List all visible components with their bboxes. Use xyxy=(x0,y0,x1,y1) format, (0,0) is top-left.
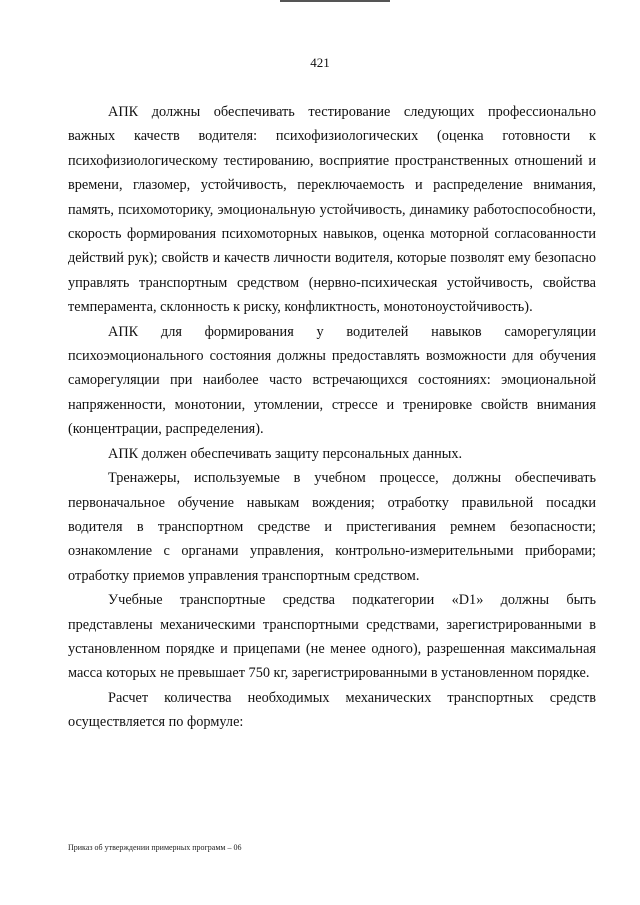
page-number: 421 xyxy=(310,55,330,70)
paragraph-apk-data-protection: АПК должен обеспечивать защиту персональных данных. xyxy=(108,445,463,462)
paragraph-vehicle-calculation: Расчет количества необходимых механических транспортных средств осуществляется по формуле: xyxy=(68,689,596,731)
paragraph-apk-self-regulation: АПК для формирования у водителей навыков саморегуляции психоэмоционального состояния должны предоставлять возможности для обучения саморегуляции при наиболее часто встречающихся состояниях: эмоциональной напряженности, монотонии, утомлении, стрессе и тренировке свойств внимания (концентрации, распределения). xyxy=(68,323,596,438)
paragraph-simulators: Тренажеры, используемые в учебном процессе, должны обеспечивать первоначальное обучение навыкам вождения; отработку правильной посадки водителя в транспортном средстве и пристегивания ремнем безопасности; ознакомление с органами управления, контрольно-измерительными приборами; отработку приемов управления транспортным средством. xyxy=(68,470,596,584)
top-scan-rule xyxy=(280,0,390,2)
document-body xyxy=(68,100,596,735)
paragraph-training-vehicles: Учебные транспортные средства подкатегории «D1» должны быть представлены механическими транспортными средствами, зарегистрированными в установленном порядке и прицепами (не менее одного), разрешенная максимальная масса которых не превышает 750 кг, зарегистрированными в установленном порядке. xyxy=(68,592,596,682)
paragraph-apk-testing: АПК должны обеспечивать тестирование следующих профессионально важных качеств водителя: психофизиологических (оценка готовности к психофизиологическому тестированию, восприятие пространственных отношений и времени, глазомер, устойчивость, переключаемость и распределение внимания, память, психомоторику, эмоциональную устойчивость, динамику работоспособности, скорость формирования психомоторных навыков, оценка моторной согласованности действий рук); свойств и качеств личности водителя, которые позволят ему безопасно управлять транспортным средством (нервно-психическая устойчивость, свойства темперамента, склонность к риску, конфликтность, монотоноустойчивость). xyxy=(68,104,596,316)
page-footer: Приказ об утверждении примерных программ – 06 xyxy=(68,843,242,852)
